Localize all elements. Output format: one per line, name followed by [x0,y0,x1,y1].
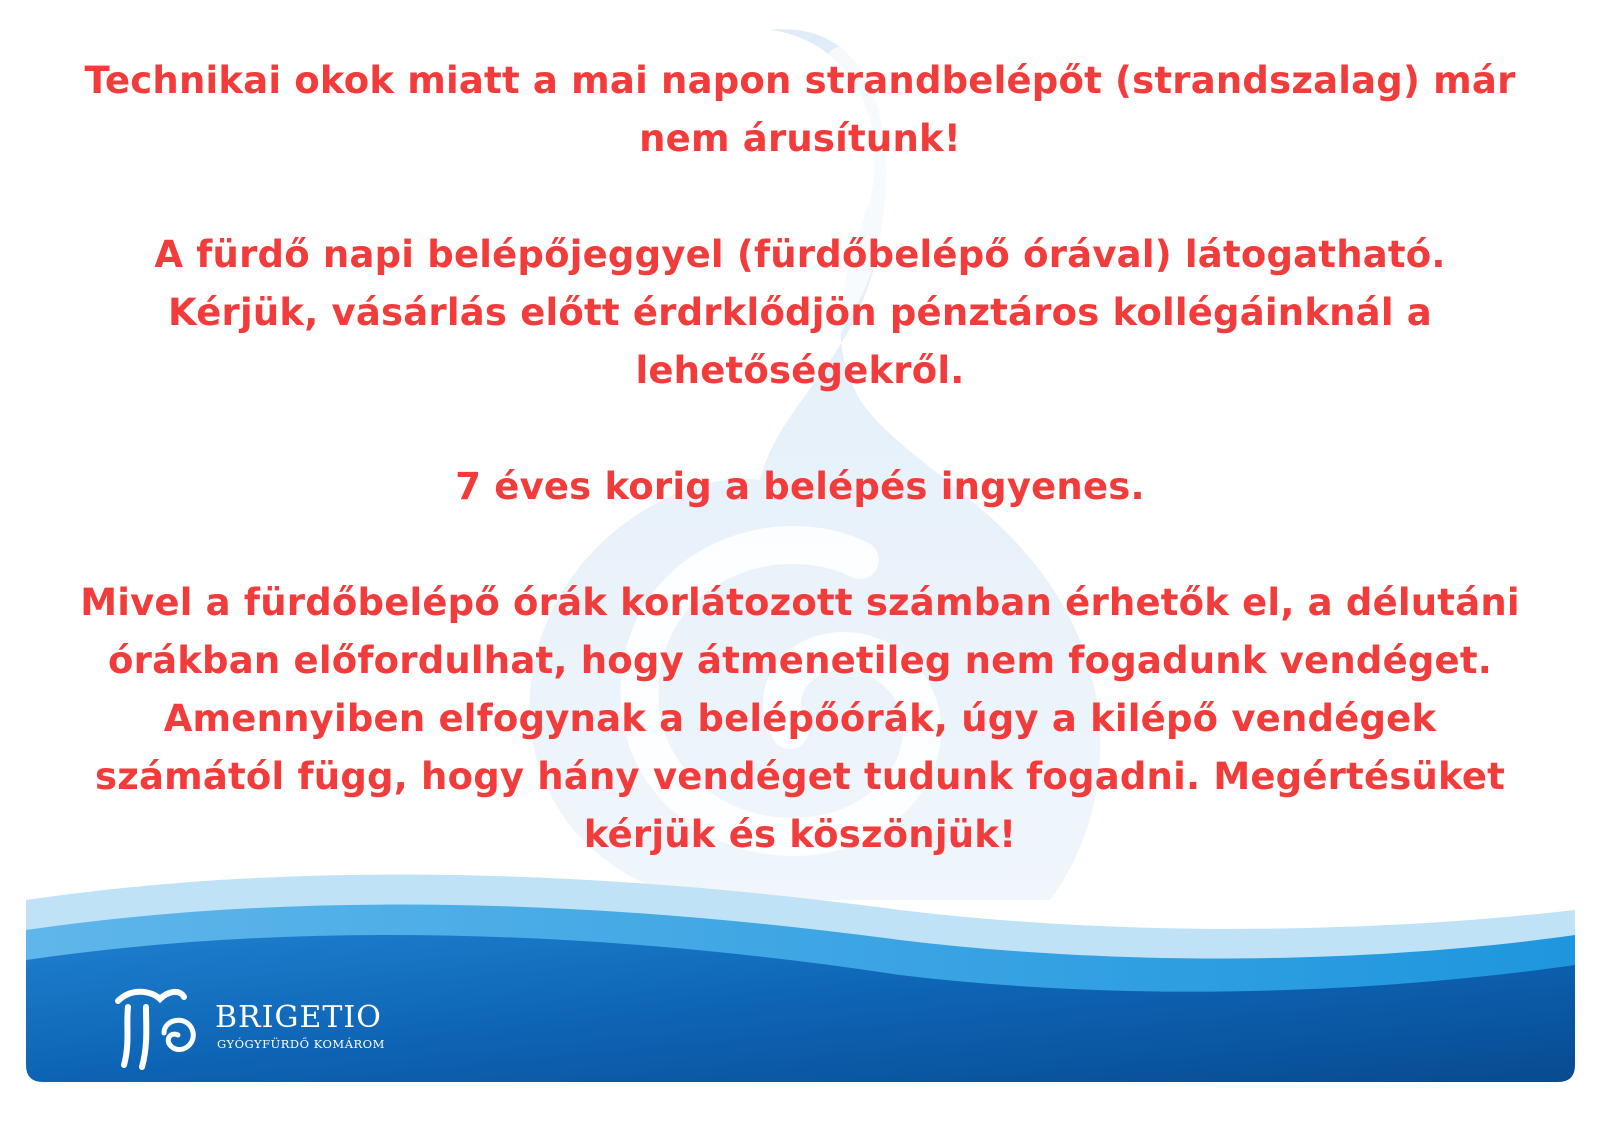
notice-paragraph-2: A fürdő napi belépőjeggyel (fürdőbelépő órával) látogatható. Kérjük, vásárlás előtt érdrklődjön pénztáros kollégáinknál a lehetőségekről. [154,233,1446,392]
logo-name: BRIGETIO [215,1000,382,1035]
notice-paragraph-1: Technikai okok miatt a mai napon strandbelépőt (strandszalag) már nem árusítunk! [84,59,1516,160]
paragraph-spacer [60,168,1540,226]
notice-text [60,52,1540,864]
brigetio-logo [112,985,412,1075]
notice-paragraph-3: 7 éves korig a belépés ingyenes. [455,465,1145,508]
notice-paragraph-4: Mivel a fürdőbelépő órák korlátozott számban érhetők el, a délutáni órákban előfordulhat, hogy átmenetileg nem fogadunk vendéget. Amennyiben elfogynak a belépőórák, úgy a kilépő vendégek számától függ, hogy hány vendéget tudunk fogadni. Megértésüket kérjük és köszönjük! [80,581,1520,856]
paragraph-spacer [60,516,1540,574]
logo-subtitle: GYÓGYFÜRDŐ KOMÁROM [217,1037,385,1051]
brigetio-logo-icon [112,985,207,1075]
paragraph-spacer [60,400,1540,458]
